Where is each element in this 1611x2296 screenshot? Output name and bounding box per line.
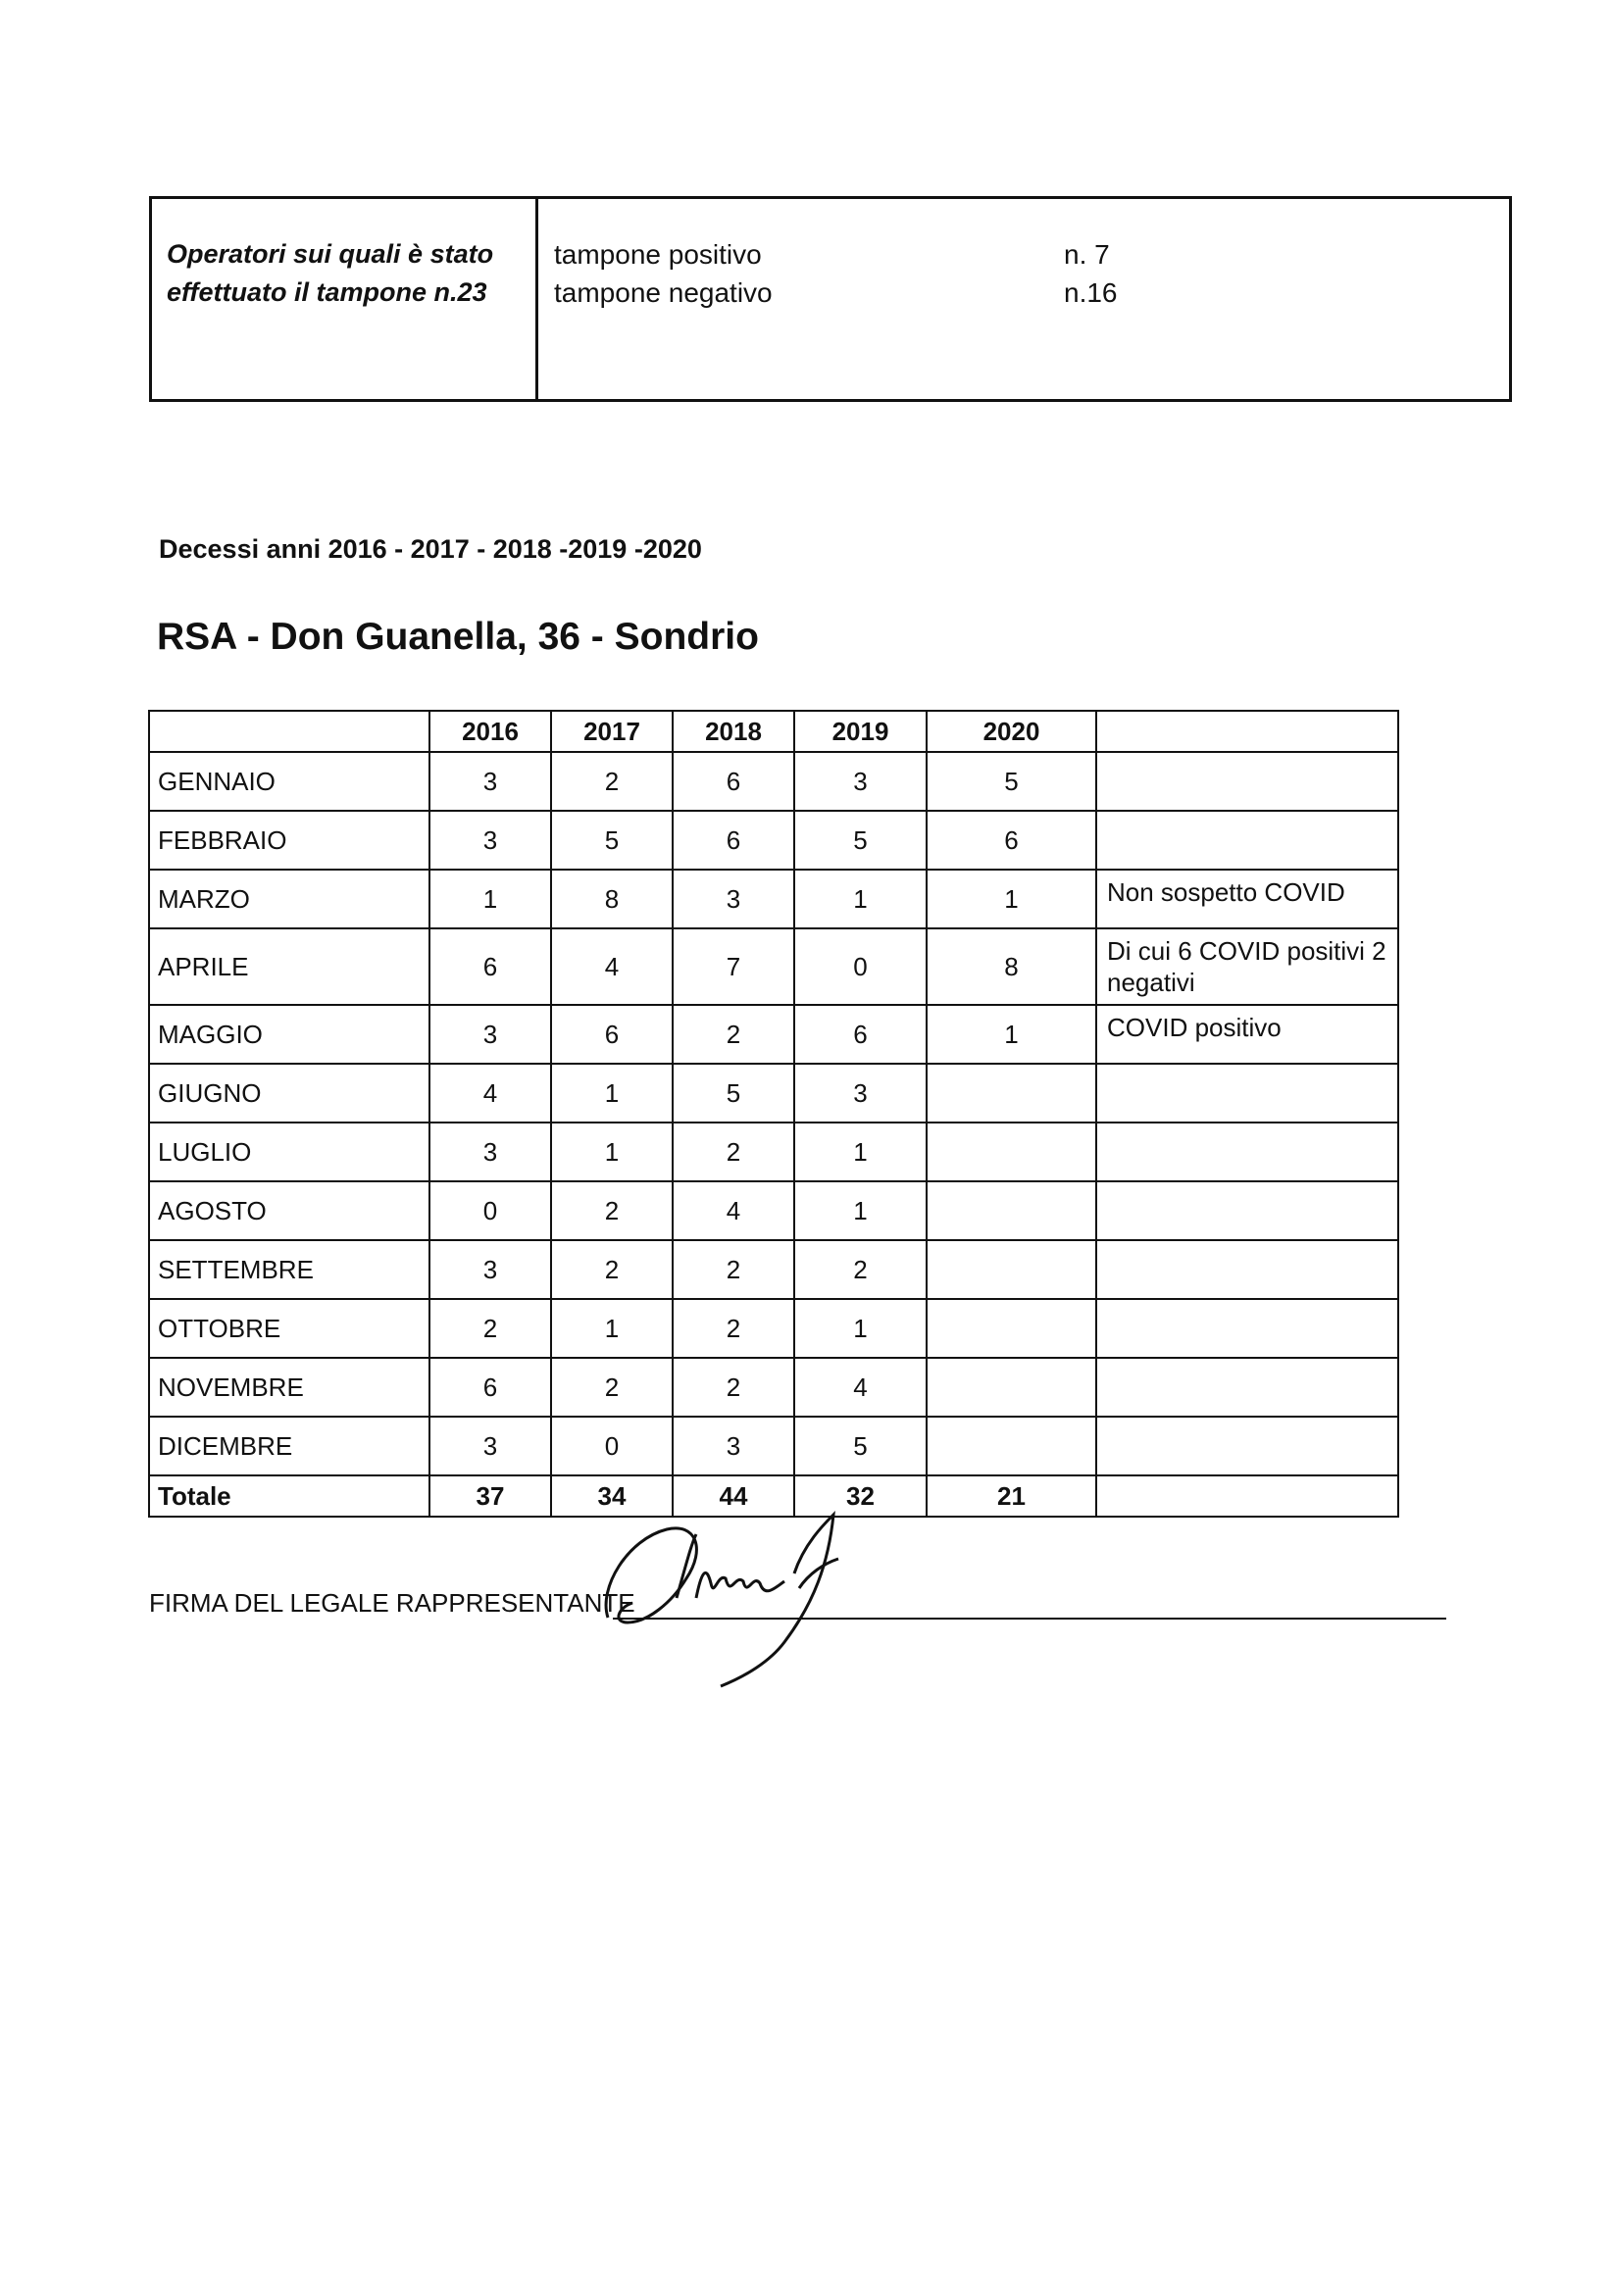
month-cell: MARZO <box>149 870 429 928</box>
operators-box-divider <box>535 196 538 402</box>
table-row <box>149 1358 1398 1417</box>
value-cell: 1 <box>551 1123 673 1181</box>
month-cell: APRILE <box>149 928 429 1005</box>
value-cell: 3 <box>429 1005 551 1064</box>
value-cell: 6 <box>673 752 794 811</box>
table-header-row <box>149 711 1398 752</box>
value-cell: 3 <box>429 1417 551 1475</box>
value-cell: 2 <box>551 1240 673 1299</box>
total-value: 37 <box>429 1475 551 1517</box>
value-cell: 6 <box>794 1005 927 1064</box>
value-cell: 3 <box>673 1417 794 1475</box>
value-cell: 2 <box>673 1299 794 1358</box>
header-year: 2018 <box>673 711 794 752</box>
value-cell: 3 <box>794 752 927 811</box>
value-cell: 5 <box>794 1417 927 1475</box>
table-row <box>149 752 1398 811</box>
note-cell: Non sospetto COVID <box>1096 870 1398 928</box>
value-cell: 1 <box>794 1123 927 1181</box>
month-cell: NOVEMBRE <box>149 1358 429 1417</box>
value-cell: 4 <box>794 1358 927 1417</box>
value-cell: 8 <box>927 928 1096 1005</box>
value-cell: 3 <box>429 752 551 811</box>
value-cell <box>927 1358 1096 1417</box>
value-cell: 4 <box>551 928 673 1005</box>
value-cell: 3 <box>673 870 794 928</box>
header-year: 2020 <box>927 711 1096 752</box>
total-value: 21 <box>927 1475 1096 1517</box>
value-cell <box>927 1181 1096 1240</box>
value-cell: 1 <box>794 1299 927 1358</box>
table-row <box>149 1005 1398 1064</box>
rsa-title: RSA - Don Guanella, 36 - Sondrio <box>157 616 759 658</box>
value-cell <box>927 1064 1096 1123</box>
month-cell: SETTEMBRE <box>149 1240 429 1299</box>
value-cell: 3 <box>429 811 551 870</box>
value-cell: 2 <box>551 1181 673 1240</box>
value-cell: 5 <box>673 1064 794 1123</box>
value-cell: 5 <box>551 811 673 870</box>
note-cell <box>1096 1240 1398 1299</box>
value-cell: 1 <box>794 1181 927 1240</box>
value-cell: 2 <box>673 1358 794 1417</box>
header-note-empty <box>1096 711 1398 752</box>
tampone-results <box>554 235 1142 312</box>
table-row <box>149 1299 1398 1358</box>
value-cell: 6 <box>927 811 1096 870</box>
total-note-empty <box>1096 1475 1398 1517</box>
value-cell: 2 <box>673 1240 794 1299</box>
total-value: 32 <box>794 1475 927 1517</box>
value-cell: 1 <box>551 1064 673 1123</box>
value-cell: 4 <box>429 1064 551 1123</box>
note-cell <box>1096 1358 1398 1417</box>
value-cell: 1 <box>551 1299 673 1358</box>
note-cell <box>1096 1064 1398 1123</box>
tampone-counts <box>1064 235 1260 312</box>
value-cell: 2 <box>673 1005 794 1064</box>
value-cell <box>927 1240 1096 1299</box>
deaths-table <box>148 710 1399 1518</box>
month-cell: GIUGNO <box>149 1064 429 1123</box>
note-cell: COVID positivo <box>1096 1005 1398 1064</box>
value-cell <box>927 1417 1096 1475</box>
note-cell <box>1096 811 1398 870</box>
negative-count: n.16 <box>1064 277 1118 308</box>
table-row <box>149 811 1398 870</box>
total-value: 44 <box>673 1475 794 1517</box>
value-cell: 5 <box>794 811 927 870</box>
value-cell: 1 <box>927 1005 1096 1064</box>
value-cell: 5 <box>927 752 1096 811</box>
month-cell: MAGGIO <box>149 1005 429 1064</box>
header-month-empty <box>149 711 429 752</box>
month-cell: FEBBRAIO <box>149 811 429 870</box>
value-cell: 6 <box>551 1005 673 1064</box>
value-cell: 2 <box>429 1299 551 1358</box>
value-cell: 0 <box>551 1417 673 1475</box>
note-cell <box>1096 1417 1398 1475</box>
month-cell: GENNAIO <box>149 752 429 811</box>
negative-label: tampone negativo <box>554 277 773 308</box>
month-cell: LUGLIO <box>149 1123 429 1181</box>
value-cell: 2 <box>794 1240 927 1299</box>
value-cell <box>927 1123 1096 1181</box>
month-cell: AGOSTO <box>149 1181 429 1240</box>
table-row <box>149 1123 1398 1181</box>
value-cell: 7 <box>673 928 794 1005</box>
positive-label: tampone positivo <box>554 239 762 270</box>
note-cell <box>1096 1299 1398 1358</box>
positive-count: n. 7 <box>1064 239 1110 270</box>
handwritten-signature <box>588 1505 922 1701</box>
header-year: 2017 <box>551 711 673 752</box>
signature-stroke <box>721 1515 833 1686</box>
value-cell: 1 <box>429 870 551 928</box>
month-cell: OTTOBRE <box>149 1299 429 1358</box>
decessi-heading: Decessi anni 2016 - 2017 - 2018 -2019 -2020 <box>159 534 702 564</box>
value-cell: 0 <box>429 1181 551 1240</box>
note-cell <box>1096 1181 1398 1240</box>
note-cell: Di cui 6 COVID positivi 2 negativi <box>1096 928 1398 1005</box>
value-cell <box>927 1299 1096 1358</box>
table-row <box>149 1240 1398 1299</box>
value-cell: 1 <box>927 870 1096 928</box>
table-row <box>149 1181 1398 1240</box>
month-cell: DICEMBRE <box>149 1417 429 1475</box>
operators-label-line2: effettuato il tampone n.23 <box>167 277 487 307</box>
value-cell: 3 <box>794 1064 927 1123</box>
table-row <box>149 870 1398 928</box>
header-year: 2016 <box>429 711 551 752</box>
value-cell: 4 <box>673 1181 794 1240</box>
value-cell: 3 <box>429 1123 551 1181</box>
note-cell <box>1096 752 1398 811</box>
value-cell: 0 <box>794 928 927 1005</box>
header-year: 2019 <box>794 711 927 752</box>
note-cell <box>1096 1123 1398 1181</box>
value-cell: 6 <box>429 928 551 1005</box>
value-cell: 6 <box>673 811 794 870</box>
value-cell: 1 <box>794 870 927 928</box>
total-value: 34 <box>551 1475 673 1517</box>
value-cell: 2 <box>551 1358 673 1417</box>
value-cell: 2 <box>551 752 673 811</box>
total-label: Totale <box>149 1475 429 1517</box>
table-row <box>149 1417 1398 1475</box>
value-cell: 3 <box>429 1240 551 1299</box>
signature-label: FIRMA DEL LEGALE RAPPRESENTANTE <box>149 1588 635 1618</box>
operators-label <box>167 235 529 312</box>
operators-label-line1: Operatori sui quali è stato <box>167 239 494 269</box>
value-cell: 2 <box>673 1123 794 1181</box>
table-row <box>149 928 1398 1005</box>
table-row <box>149 1064 1398 1123</box>
value-cell: 8 <box>551 870 673 928</box>
value-cell: 6 <box>429 1358 551 1417</box>
